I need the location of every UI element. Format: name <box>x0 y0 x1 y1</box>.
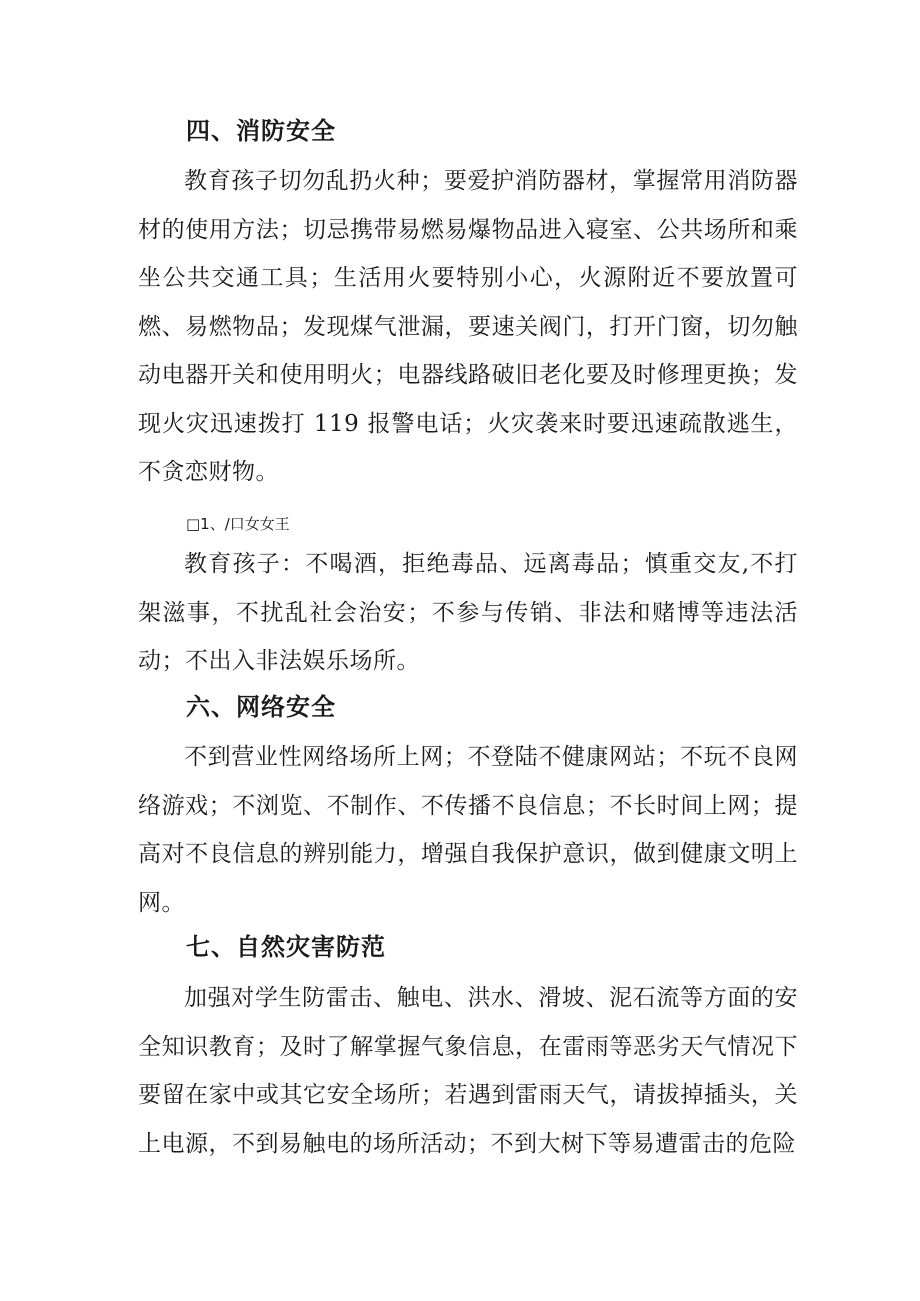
section-body-social-safety: 教育孩子：不喝酒，拒绝毒品、远离毒品；慎重交友,不打架滋事，不扰乱社会治安；不参与传销、非法和赌博等违法活动；不出入非法娱乐场所。 <box>138 551 798 674</box>
section-heading-network-safety: 六、网络安全 <box>186 693 336 721</box>
section-body-fire-safety: 教育孩子切勿乱扔火种；要爱护消防器材，掌握常用消防器材的使用方法；切忌携带易燃易爆物品进入寝室、公共场所和乘坐公共交通工具；生活用火要特别小心，火源附近不要放置可燃、易燃物品；发现煤气泄漏，要速关阀门，打开门窗，切勿触动电器开关和使用明火；电器线路破旧老化要及时修理更换；发现火灾迅速拨打 119 报警电话；火灾袭来时要迅速疏散逃生，不贪恋财物。 <box>138 168 798 485</box>
section-body-natural-disaster: 加强对学生防雷击、触电、洪水、滑坡、泥石流等方面的安全知识教育；及时了解掌握气象信息，在雷雨等恶劣天气情况下要留在家中或其它安全场所；若遇到雷雨天气，请拔掉插头，关上电源，不到易触电的场所活动；不到大树下等易遭雷击的危险 <box>138 985 798 1157</box>
section-heading-garbled: □1、/口女女王 <box>186 515 290 533</box>
section-heading-natural-disaster: 七、自然灾害防范 <box>186 933 386 961</box>
section-body-network-safety: 不到营业性网络场所上网；不登陆不健康网站；不玩不良网络游戏；不浏览、不制作、不传播不良信息；不长时间上网；提高对不良信息的辨别能力，增强自我保护意识，做到健康文明上网。 <box>138 744 798 916</box>
section-heading-fire-safety: 四、消防安全 <box>186 117 336 145</box>
